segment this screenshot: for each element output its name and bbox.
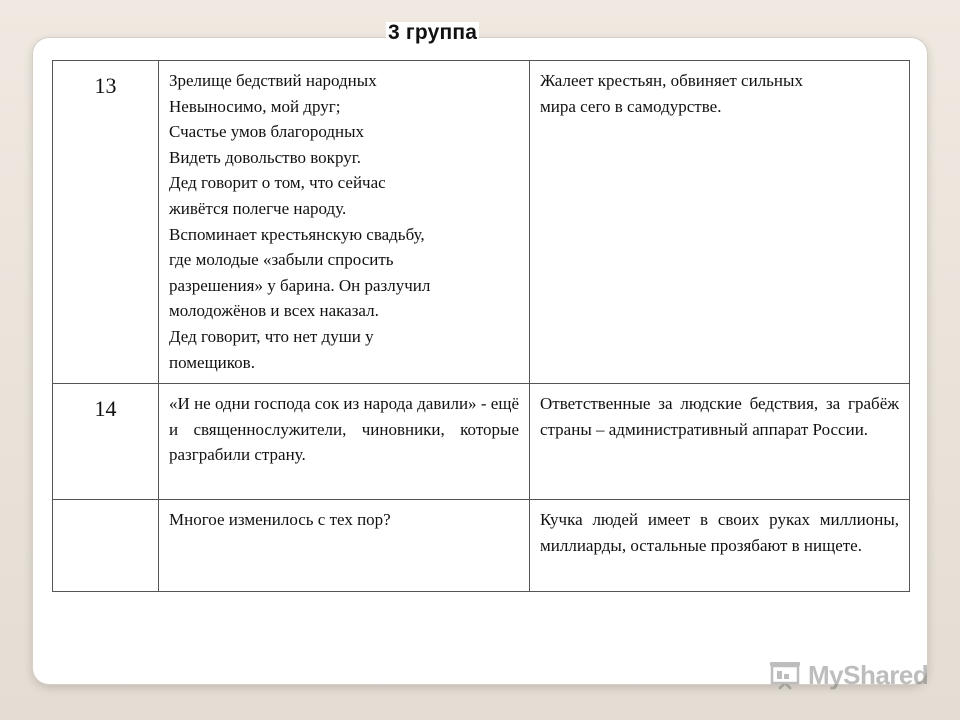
content-table bbox=[52, 60, 910, 592]
row-number-cell: 14 bbox=[53, 384, 159, 500]
comment-cell: Жалеет крестьян, обвиняет сильных мира сего в самодурстве. bbox=[530, 61, 910, 384]
quote-cell: Зрелище бедствий народных Невыносимо, мой друг; Счастье умов благородных Видеть довольство вокруг. Дед говорит о том, что сейчас живётся полегче народу. Вспоминает крестьянскую свадьбу, где молодые «забыли спросить разрешения» у барина. Он разлучил молодожёнов и всех наказал. Дед говорит, что нет души у помещиков. bbox=[159, 61, 530, 384]
comment-cell: Кучка людей имеет в своих руках миллионы, миллиарды, остальные прозябают в нищете. bbox=[530, 500, 910, 592]
row-number-cell bbox=[53, 500, 159, 592]
quote-cell: «И не одни господа сок из народа давили» - ещё и священнослужители, чиновники, которые разграбили страну. bbox=[159, 384, 530, 500]
page-title: 3 группа bbox=[388, 21, 478, 44]
table-row bbox=[53, 384, 910, 500]
watermark bbox=[768, 658, 928, 692]
watermark-text: MyShared bbox=[808, 659, 929, 690]
projector-screen-icon bbox=[768, 660, 802, 690]
table-row bbox=[53, 61, 910, 384]
row-number-cell: 13 bbox=[53, 61, 159, 384]
table-row bbox=[53, 500, 910, 592]
quote-cell: Многое изменилось с тех пор? bbox=[159, 500, 530, 592]
comment-cell: Ответственные за людские бедствия, за грабёж страны – административный аппарат России. bbox=[530, 384, 910, 500]
